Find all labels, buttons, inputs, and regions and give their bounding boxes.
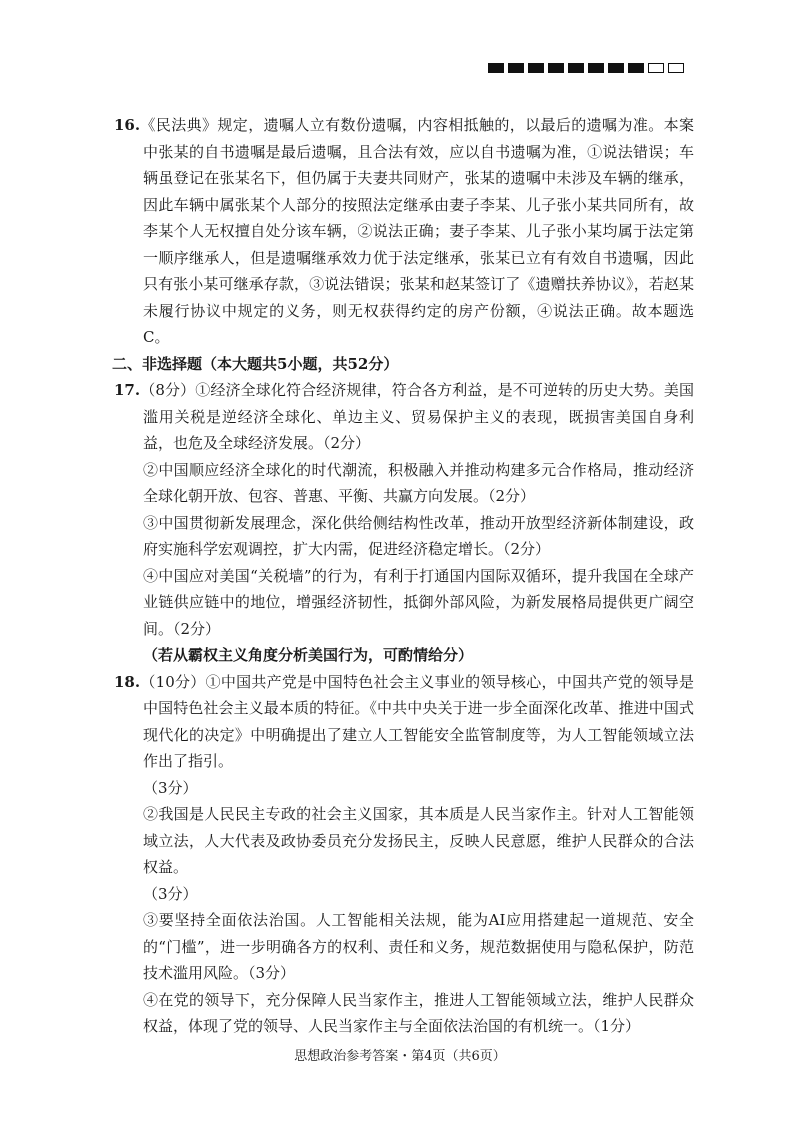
question-18 bbox=[114, 669, 694, 775]
question-number: 16. bbox=[114, 116, 141, 134]
marker-filled bbox=[628, 63, 644, 73]
answer-score: （3分） bbox=[143, 778, 198, 797]
question-points: （10分） bbox=[140, 672, 206, 691]
marker-filled bbox=[488, 63, 504, 73]
marker-filled bbox=[588, 63, 604, 73]
marker-filled bbox=[608, 63, 624, 73]
section-title: 二、非选择题 bbox=[112, 354, 203, 373]
question-16 bbox=[114, 112, 694, 351]
question-number: 17. bbox=[114, 381, 141, 399]
answer-content bbox=[114, 112, 694, 1040]
grading-note: （若从霸权主义角度分析美国行为，可酌情给分） bbox=[143, 646, 474, 664]
section-note: （本大题共5小题，共52分） bbox=[202, 354, 399, 373]
answer-point-3: ③中国贯彻新发展理念，深化供给侧结构性改革，推动开放型经济新体制建设，政府实施科学宏观调控，扩大内需，促进经济稳定增长。（2分） bbox=[143, 513, 694, 558]
question-number: 18. bbox=[114, 672, 141, 691]
question-16-answer: 《民法典》规定，遗嘱人立有数份遗嘱，内容相抵触的，以最后的遗嘱为准。本案中张某的自书遗嘱是最后遗嘱，且合法有效，应以自书遗嘱为准，①说法错误；车辆虽登记在张某名下，但仍属于夫妻共同财产，张某的遗嘱中未涉及车辆的继承，因此车辆中属张某个人部分的按照法定继承由妻子李某、儿子张小某共同所有，故李某个人无权擅自处分该车辆，②说法正确；妻子李某、儿子张小某均属于法定第一顺序继承人，但是遗嘱继承效力优于法定继承，张某已立有有效自书遗嘱，因此只有张小某可继承存款，③说法错误；张某和赵某签订了《遗赠扶养协议》，若赵某未履行协议中规定的义务，则无权获得约定的房产份额，④说法正确。故本题选C。 bbox=[140, 116, 694, 346]
question-points: （8分） bbox=[140, 381, 196, 399]
header-marks bbox=[488, 63, 684, 73]
answer-point-2: ②我国是人民民主专政的社会主义国家，其本质是人民当家作主。针对人工智能领域立法，人大代表及政协委员充分发扬民主，反映人民意愿，维护人民群众的合法权益。 bbox=[143, 805, 694, 876]
page-footer: 思想政治参考答案・第4页（共6页） bbox=[294, 1049, 506, 1064]
answer-point-1: ①中国共产党是中国特色社会主义事业的领导核心，中国共产党的领导是中国特色社会主义最本质的特征。《中共中央关于进一步全面深化改革、推进中国式现代化的决定》中明确提出了建立人工智能安全监管制度等，为人工智能领域立法作出了指引。 bbox=[143, 672, 694, 770]
marker-empty bbox=[668, 63, 684, 73]
section-heading bbox=[112, 351, 694, 378]
answer-score: （3分） bbox=[143, 884, 198, 903]
answer-point-4: ④中国应对美国“关税墙”的行为，有利于打通国内国际双循环，提升我国在全球产业链供应链中的地位，增强经济韧性，抵御外部风险，为新发展格局提供更广阔空间。（2分） bbox=[143, 566, 694, 638]
question-17 bbox=[114, 377, 694, 457]
answer-point-3: ③要坚持全面依法治国。人工智能相关法规，能为AI应用搭建起一道规范、安全的“门槛”，进一步明确各方的权利、责任和义务，规范数据使用与隐私保护，防范技术滥用风险。（3分） bbox=[143, 911, 694, 982]
marker-filled bbox=[568, 63, 584, 73]
answer-point-4: ④在党的领导下，充分保障人民当家作主，推进人工智能领域立法，维护人民群众权益，体现了党的领导、人民当家作主与全面依法治国的有机统一。（1分） bbox=[143, 990, 694, 1035]
answer-point-2: ②中国顺应经济全球化的时代潮流，积极融入并推动构建多元合作格局，推动经济全球化朝开放、包容、普惠、平衡、共赢方向发展。（2分） bbox=[143, 460, 694, 505]
marker-filled bbox=[528, 63, 544, 73]
marker-empty bbox=[648, 63, 664, 73]
answer-point-1: ①经济全球化符合经济规律，符合各方利益，是不可逆转的历史大势。美国滥用关税是逆经济全球化、单边主义、贸易保护主义的表现，既损害美国自身利益，也危及全球经济发展。（2分） bbox=[143, 381, 694, 452]
marker-filled bbox=[548, 63, 564, 73]
marker-filled bbox=[508, 63, 524, 73]
